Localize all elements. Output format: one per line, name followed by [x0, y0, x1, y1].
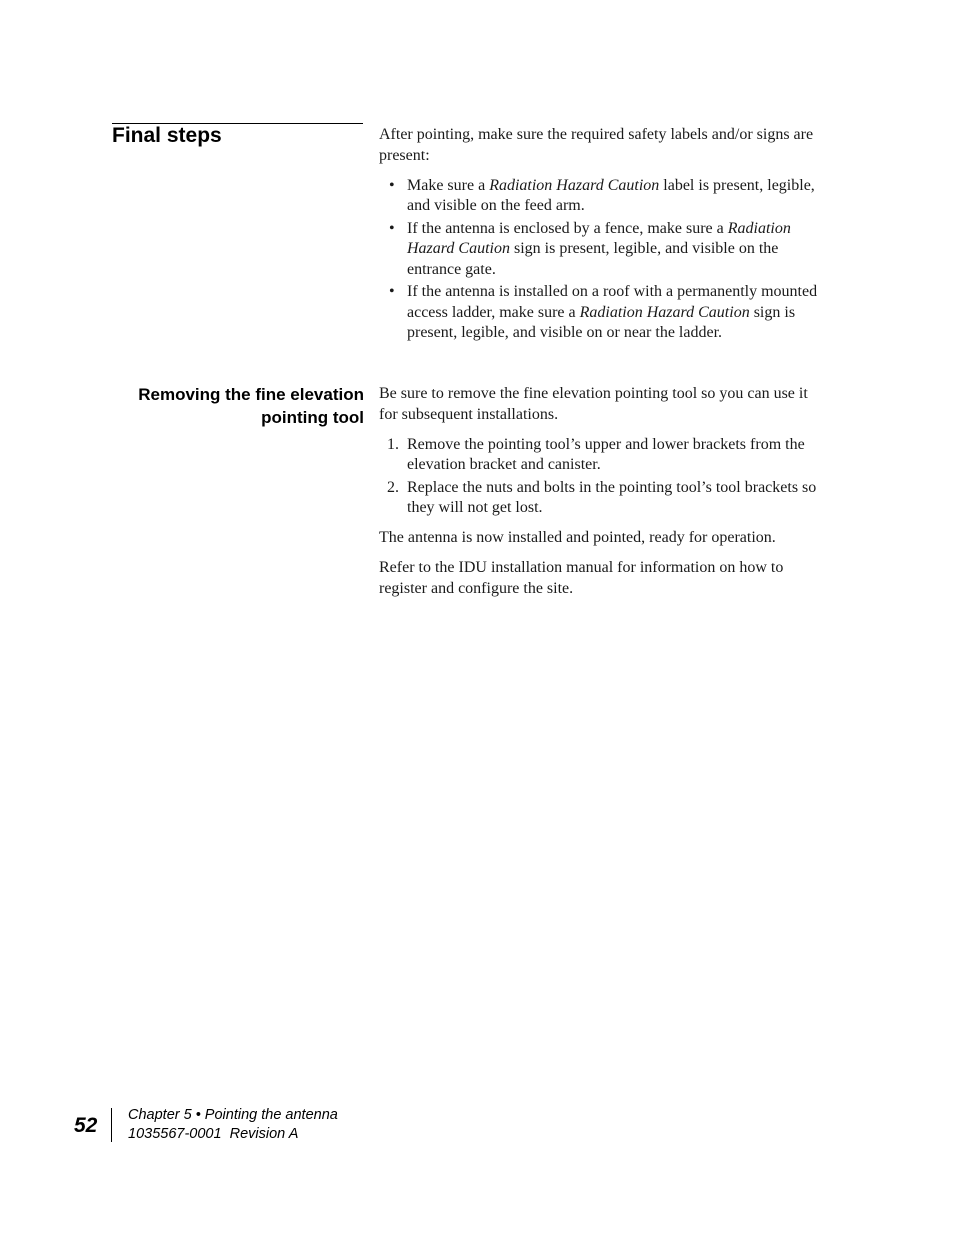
footer-divider: [111, 1108, 112, 1142]
list-item: • Make sure a Radiation Hazard Caution label is present, legible, and visible on the feed arm.: [389, 176, 815, 214]
bullet-icon: •: [389, 219, 395, 237]
list-item: [379, 478, 829, 519]
step-number: 2.: [387, 478, 399, 496]
footer-info: [128, 1106, 338, 1144]
safety-label-list: [379, 176, 829, 344]
section-heading-removing-tool: Removing the fine elevation pointing tool: [138, 385, 364, 427]
removing-tool-intro: Be sure to remove the fine elevation pointing tool so you can use it for subsequent installations.: [379, 385, 808, 423]
final-steps-body: [379, 125, 829, 353]
step-number: 1.: [387, 435, 399, 453]
bullet-icon: •: [389, 176, 395, 194]
step-text: Remove the pointing tool’s upper and lower brackets from the elevation bracket and canister.: [407, 435, 805, 473]
ready-paragraph: The antenna is now installed and pointed, ready for operation.: [379, 529, 776, 546]
idu-reference-paragraph: Refer to the IDU installation manual for information on how to register and configure the site.: [379, 559, 784, 597]
final-steps-intro: After pointing, make sure the required safety labels and/or signs are present:: [379, 126, 814, 164]
step-text: Replace the nuts and bolts in the pointing tool’s tool brackets so they will not get lost.: [407, 478, 817, 516]
footer-doc-id: 1035567-0001 Revision A: [128, 1126, 299, 1142]
removal-steps-list: [379, 435, 829, 519]
removing-tool-body: [379, 384, 829, 609]
page-number: 52: [74, 1114, 98, 1137]
list-item: [379, 435, 829, 476]
section-heading-final-steps: Final steps: [112, 124, 222, 147]
list-item: • If the antenna is installed on a roof with a permanently mounted access ladder, make sure a Radiation Hazard Caution sign is present, legible, and visible on or near the ladder.: [389, 283, 818, 341]
footer-chapter: Chapter 5 • Pointing the antenna: [128, 1107, 338, 1123]
list-item: • If the antenna is enclosed by a fence, make sure a Radiation Hazard Caution sign is present, legible, and visible on the entrance gate.: [389, 219, 791, 278]
bullet-icon: •: [389, 283, 395, 300]
